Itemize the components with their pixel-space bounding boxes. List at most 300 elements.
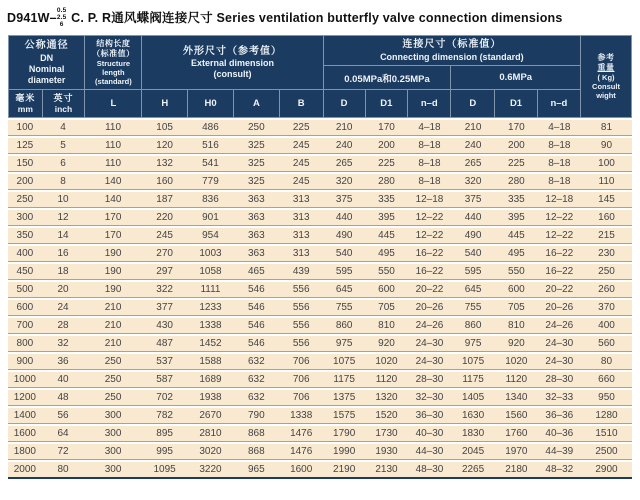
table-cell: 210 — [84, 336, 141, 351]
table-cell: 28–30 — [408, 372, 451, 387]
header-col-B: B — [279, 90, 323, 118]
table-cell: 245 — [279, 156, 323, 171]
table-cell: 645 — [323, 282, 365, 297]
table-cell: 1000 — [8, 372, 42, 387]
table-cell: 1630 — [451, 408, 495, 423]
table-cell: 297 — [142, 264, 188, 279]
table-cell: 210 — [84, 300, 141, 315]
header-col-D-low: D — [323, 90, 365, 118]
table-cell: 5 — [42, 138, 85, 153]
weight-en2: wight — [596, 91, 616, 101]
table-cell: 810 — [495, 318, 538, 333]
table-cell: 4–18 — [408, 120, 451, 135]
pressure-stack-top: 0.5 — [56, 7, 67, 14]
table-cell: 313 — [279, 210, 323, 225]
table-cell: 375 — [323, 192, 365, 207]
table-cell: 1600 — [8, 426, 42, 441]
table-cell: 200 — [365, 138, 408, 153]
table-cell: 556 — [279, 282, 323, 297]
table-cell: 24–26 — [538, 318, 581, 333]
table-cell: 370 — [581, 300, 632, 315]
structure-en1: Structure — [96, 59, 131, 69]
table-cell: 1020 — [495, 354, 538, 369]
table-cell: 1575 — [323, 408, 365, 423]
header-col-inch — [42, 90, 85, 118]
table-cell: 32–33 — [538, 390, 581, 405]
nominal-en1: Nominal — [28, 63, 65, 74]
table-cell: 550 — [495, 264, 538, 279]
table-cell: 335 — [495, 192, 538, 207]
table-cell: 160 — [142, 174, 188, 189]
table-cell: 1111 — [188, 282, 234, 297]
inch-zh: 英寸 — [53, 93, 74, 104]
header-external-dimension — [142, 36, 323, 90]
table-cell: 1560 — [495, 408, 538, 423]
table-cell: 587 — [142, 372, 188, 387]
table-cell: 920 — [365, 336, 408, 351]
table-cell: 363 — [233, 228, 279, 243]
table-cell: 160 — [581, 210, 632, 225]
table-cell: 120 — [142, 138, 188, 153]
table-cell: 190 — [84, 264, 141, 279]
table-cell: 105 — [142, 120, 188, 135]
table-row — [8, 372, 632, 387]
header-col-H0: H0 — [188, 90, 234, 118]
table-cell: 1405 — [451, 390, 495, 405]
header-weight — [581, 36, 632, 118]
table-cell: 595 — [451, 264, 495, 279]
header-col-D1-high: D1 — [495, 90, 538, 118]
table-cell: 215 — [581, 228, 632, 243]
table-row — [8, 138, 632, 153]
table-cell: 810 — [365, 318, 408, 333]
table-cell: 363 — [233, 192, 279, 207]
table-cell: 8–18 — [538, 138, 581, 153]
table-cell: 322 — [142, 282, 188, 297]
table-cell: 1400 — [8, 408, 42, 423]
table-cell: 1075 — [451, 354, 495, 369]
table-cell: 541 — [188, 156, 234, 171]
table-cell: 320 — [323, 174, 365, 189]
table-row — [8, 390, 632, 405]
table-cell: 8–18 — [408, 174, 451, 189]
table-cell: 537 — [142, 354, 188, 369]
table-cell: 800 — [8, 336, 42, 351]
table-row — [8, 120, 632, 135]
table-cell: 440 — [451, 210, 495, 225]
table-row — [8, 354, 632, 369]
table-cell: 1476 — [279, 444, 323, 459]
table-cell: 260 — [581, 282, 632, 297]
table-cell: 779 — [188, 174, 234, 189]
table-cell: 860 — [323, 318, 365, 333]
table-cell: 430 — [142, 318, 188, 333]
header-col-D1-low: D1 — [365, 90, 408, 118]
table-cell: 72 — [42, 444, 85, 459]
title-model: D941W– — [7, 11, 57, 25]
table-cell: 1689 — [188, 372, 234, 387]
table-cell: 1730 — [365, 426, 408, 441]
table-cell: 790 — [233, 408, 279, 423]
table-cell: 350 — [8, 228, 42, 243]
table-cell: 225 — [495, 156, 538, 171]
table-cell: 300 — [8, 210, 42, 225]
table-cell: 6 — [42, 156, 85, 171]
title-pressure-stack — [57, 7, 67, 28]
table-cell: 2810 — [188, 426, 234, 441]
table-cell: 20–26 — [538, 300, 581, 315]
mm-zh: 毫米 — [15, 93, 36, 104]
table-cell: 16–22 — [408, 264, 451, 279]
table-cell: 187 — [142, 192, 188, 207]
table-cell: 320 — [451, 174, 495, 189]
table-row — [8, 336, 632, 351]
table-cell: 20–26 — [408, 300, 451, 315]
table-cell: 110 — [581, 174, 632, 189]
table-cell: 2900 — [581, 462, 632, 477]
nominal-dn: DN — [40, 52, 54, 63]
table-cell: 445 — [365, 228, 408, 243]
table-cell: 44–30 — [408, 444, 451, 459]
table-cell: 755 — [323, 300, 365, 315]
table-cell: 300 — [84, 426, 141, 441]
table-cell: 250 — [84, 354, 141, 369]
table-cell: 556 — [279, 300, 323, 315]
table-cell: 12–18 — [538, 192, 581, 207]
table-cell: 363 — [233, 246, 279, 261]
table-data — [8, 117, 632, 480]
table-cell: 363 — [233, 210, 279, 225]
table-cell: 20–22 — [408, 282, 451, 297]
table-cell: 546 — [233, 336, 279, 351]
table-cell: 439 — [279, 264, 323, 279]
table-cell: 2045 — [451, 444, 495, 459]
table-cell: 125 — [8, 138, 42, 153]
table-cell: 132 — [142, 156, 188, 171]
table-cell: 56 — [42, 408, 85, 423]
table-cell: 400 — [8, 246, 42, 261]
table-cell: 540 — [323, 246, 365, 261]
table-cell: 36 — [42, 354, 85, 369]
table-cell: 1375 — [323, 390, 365, 405]
table-cell: 270 — [142, 246, 188, 261]
header-col-A: A — [234, 90, 280, 118]
table-cell: 8–18 — [538, 174, 581, 189]
table-cell: 1520 — [365, 408, 408, 423]
table-cell: 782 — [142, 408, 188, 423]
table-cell: 24–26 — [408, 318, 451, 333]
table-cell: 20–22 — [538, 282, 581, 297]
header-pressure-low: 0.05MPa和0.25MPa — [323, 66, 451, 90]
table-cell: 245 — [279, 138, 323, 153]
table-cell: 280 — [365, 174, 408, 189]
table-cell: 445 — [495, 228, 538, 243]
table-cell: 400 — [581, 318, 632, 333]
table-cell: 313 — [279, 246, 323, 261]
table-cell: 1970 — [495, 444, 538, 459]
table-cell: 240 — [451, 138, 495, 153]
table-cell: 1990 — [323, 444, 365, 459]
table-row — [8, 228, 632, 243]
weight-unit: ( Kg) — [597, 73, 615, 83]
table-cell: 595 — [323, 264, 365, 279]
table-cell: 540 — [451, 246, 495, 261]
table-cell: 313 — [279, 192, 323, 207]
table-cell: 200 — [495, 138, 538, 153]
table-cell: 440 — [323, 210, 365, 225]
table-row — [8, 408, 632, 423]
table-cell: 14 — [42, 228, 85, 243]
table-cell: 210 — [84, 318, 141, 333]
table-cell: 632 — [233, 354, 279, 369]
table-cell: 335 — [365, 192, 408, 207]
table-cell: 1200 — [8, 390, 42, 405]
table-row — [8, 282, 632, 297]
table-row — [8, 318, 632, 333]
table-cell: 245 — [279, 174, 323, 189]
table-cell: 755 — [451, 300, 495, 315]
table-cell: 140 — [84, 192, 141, 207]
table-cell: 210 — [323, 120, 365, 135]
table-cell: 1120 — [495, 372, 538, 387]
inch-en: inch — [54, 104, 73, 115]
table-cell: 12–18 — [408, 192, 451, 207]
table-cell: 1510 — [581, 426, 632, 441]
table-cell: 250 — [233, 120, 279, 135]
table-cell: 12–22 — [408, 228, 451, 243]
table-cell: 600 — [495, 282, 538, 297]
table-cell: 230 — [581, 246, 632, 261]
table-cell: 868 — [233, 426, 279, 441]
table-cell: 250 — [581, 264, 632, 279]
table-header — [8, 35, 632, 118]
table-cell: 645 — [451, 282, 495, 297]
table-cell: 556 — [279, 318, 323, 333]
table-cell: 24–30 — [408, 354, 451, 369]
table-cell: 240 — [323, 138, 365, 153]
table-cell: 110 — [84, 120, 141, 135]
table-cell: 600 — [8, 300, 42, 315]
table-cell: 495 — [365, 246, 408, 261]
table-cell: 32–30 — [408, 390, 451, 405]
table-cell: 265 — [323, 156, 365, 171]
table-cell: 64 — [42, 426, 85, 441]
table-cell: 706 — [279, 372, 323, 387]
table-cell: 550 — [365, 264, 408, 279]
table-cell: 18 — [42, 264, 85, 279]
title-text: C. P. R通风蝶阀连接尺寸 Series ventilation butterfly valve connection dimensions — [71, 11, 563, 25]
table-cell: 3020 — [188, 444, 234, 459]
table-cell: 920 — [495, 336, 538, 351]
table-cell: 2000 — [8, 462, 42, 477]
table-cell: 4 — [42, 120, 85, 135]
table-cell: 313 — [279, 228, 323, 243]
header-col-nd-low: n–d — [408, 90, 451, 118]
weight-en1: Consult — [592, 82, 620, 92]
table-cell: 1830 — [451, 426, 495, 441]
table-cell: 12–22 — [538, 228, 581, 243]
table-cell: 632 — [233, 372, 279, 387]
table-cell: 900 — [8, 354, 42, 369]
table-row — [8, 192, 632, 207]
table-row — [8, 300, 632, 315]
table-cell: 100 — [581, 156, 632, 171]
table-cell: 12–22 — [408, 210, 451, 225]
table-cell: 975 — [451, 336, 495, 351]
table-cell: 546 — [233, 318, 279, 333]
table-cell: 500 — [8, 282, 42, 297]
header-col-D-high: D — [451, 90, 495, 118]
table-cell: 100 — [8, 120, 42, 135]
table-row — [8, 462, 632, 477]
structure-zh2: （标准值） — [92, 49, 135, 59]
external-en2: (consult) — [213, 69, 252, 80]
table-cell: 1120 — [365, 372, 408, 387]
header-col-nd-high: n–d — [537, 90, 580, 118]
table-cell: 1280 — [581, 408, 632, 423]
table-cell: 895 — [142, 426, 188, 441]
table-row — [8, 210, 632, 225]
table-cell: 954 — [188, 228, 234, 243]
header-col-L: L — [85, 90, 142, 118]
table-cell: 48 — [42, 390, 85, 405]
table-cell: 1938 — [188, 390, 234, 405]
header-pressure-high: 0.6MPa — [451, 66, 581, 90]
table-cell: 200 — [8, 174, 42, 189]
table-cell: 220 — [142, 210, 188, 225]
table-cell: 2500 — [581, 444, 632, 459]
table-cell: 702 — [142, 390, 188, 405]
nominal-zh: 公称通径 — [24, 40, 69, 52]
table-cell: 80 — [42, 462, 85, 477]
table-cell: 250 — [84, 390, 141, 405]
table-cell: 48–32 — [538, 462, 581, 477]
table-cell: 546 — [233, 282, 279, 297]
table-cell: 24–30 — [538, 336, 581, 351]
table-cell: 250 — [8, 192, 42, 207]
header-structure-length — [85, 36, 142, 90]
table-cell: 706 — [279, 354, 323, 369]
table-cell: 1930 — [365, 444, 408, 459]
table-cell: 190 — [84, 282, 141, 297]
table-cell: 1003 — [188, 246, 234, 261]
table-row — [8, 246, 632, 261]
table-cell: 24–30 — [538, 354, 581, 369]
table-cell: 20 — [42, 282, 85, 297]
table-cell: 495 — [495, 246, 538, 261]
table-cell: 450 — [8, 264, 42, 279]
table-cell: 490 — [323, 228, 365, 243]
table-cell: 556 — [279, 336, 323, 351]
table-cell: 1233 — [188, 300, 234, 315]
header-col-H: H — [142, 90, 188, 118]
table-cell: 8–18 — [538, 156, 581, 171]
table-cell: 975 — [323, 336, 365, 351]
table-cell: 16 — [42, 246, 85, 261]
table-cell: 150 — [8, 156, 42, 171]
table-cell: 170 — [84, 228, 141, 243]
table-cell: 1175 — [323, 372, 365, 387]
table-cell: 8–18 — [408, 138, 451, 153]
table-cell: 16–22 — [408, 246, 451, 261]
table-cell: 546 — [233, 300, 279, 315]
table-cell: 110 — [84, 138, 141, 153]
table-cell: 705 — [365, 300, 408, 315]
table-cell: 16–22 — [538, 264, 581, 279]
pressure-stack-mid: 2.5 — [56, 14, 67, 22]
table-cell: 632 — [233, 390, 279, 405]
table-cell: 24 — [42, 300, 85, 315]
table-cell: 836 — [188, 192, 234, 207]
table-body — [8, 120, 632, 477]
table-cell: 225 — [365, 156, 408, 171]
table-cell: 280 — [495, 174, 538, 189]
table-cell: 300 — [84, 444, 141, 459]
table-cell: 325 — [233, 174, 279, 189]
table-cell: 375 — [451, 192, 495, 207]
table-cell: 995 — [142, 444, 188, 459]
table-cell: 36–36 — [538, 408, 581, 423]
table-cell: 250 — [84, 372, 141, 387]
header-connecting-dimension — [323, 36, 580, 66]
table-cell: 145 — [581, 192, 632, 207]
table-cell: 487 — [142, 336, 188, 351]
table-cell: 24–30 — [408, 336, 451, 351]
table-cell: 1340 — [495, 390, 538, 405]
table-cell: 10 — [42, 192, 85, 207]
table-cell: 81 — [581, 120, 632, 135]
table-cell: 660 — [581, 372, 632, 387]
table-cell: 395 — [495, 210, 538, 225]
table-cell: 1790 — [323, 426, 365, 441]
table-cell: 1476 — [279, 426, 323, 441]
table-cell: 706 — [279, 390, 323, 405]
table-cell: 2265 — [451, 462, 495, 477]
table-cell: 300 — [84, 408, 141, 423]
table-cell: 1760 — [495, 426, 538, 441]
table-cell: 40 — [42, 372, 85, 387]
table-cell: 265 — [451, 156, 495, 171]
table-cell: 600 — [365, 282, 408, 297]
table-cell: 1020 — [365, 354, 408, 369]
table-cell: 465 — [233, 264, 279, 279]
table-cell: 490 — [451, 228, 495, 243]
table-cell: 110 — [84, 156, 141, 171]
table-row — [8, 444, 632, 459]
table-cell: 377 — [142, 300, 188, 315]
table-cell: 140 — [84, 174, 141, 189]
table-cell: 1175 — [451, 372, 495, 387]
weight-zh1: 参考 — [597, 53, 615, 63]
mm-en: mm — [17, 104, 33, 115]
table-row — [8, 264, 632, 279]
table-cell: 700 — [8, 318, 42, 333]
table-cell: 90 — [581, 138, 632, 153]
header-nominal-diameter — [9, 36, 85, 90]
table-cell: 8 — [42, 174, 85, 189]
table-row — [8, 426, 632, 441]
table-cell: 868 — [233, 444, 279, 459]
table-cell: 8–18 — [408, 156, 451, 171]
table-cell: 4–18 — [538, 120, 581, 135]
table-cell: 1095 — [142, 462, 188, 477]
table-cell: 3220 — [188, 462, 234, 477]
table-cell: 965 — [233, 462, 279, 477]
table-cell: 1600 — [279, 462, 323, 477]
nominal-en2: diameter — [27, 74, 66, 85]
table-cell: 2130 — [365, 462, 408, 477]
structure-en2: length — [102, 68, 125, 78]
